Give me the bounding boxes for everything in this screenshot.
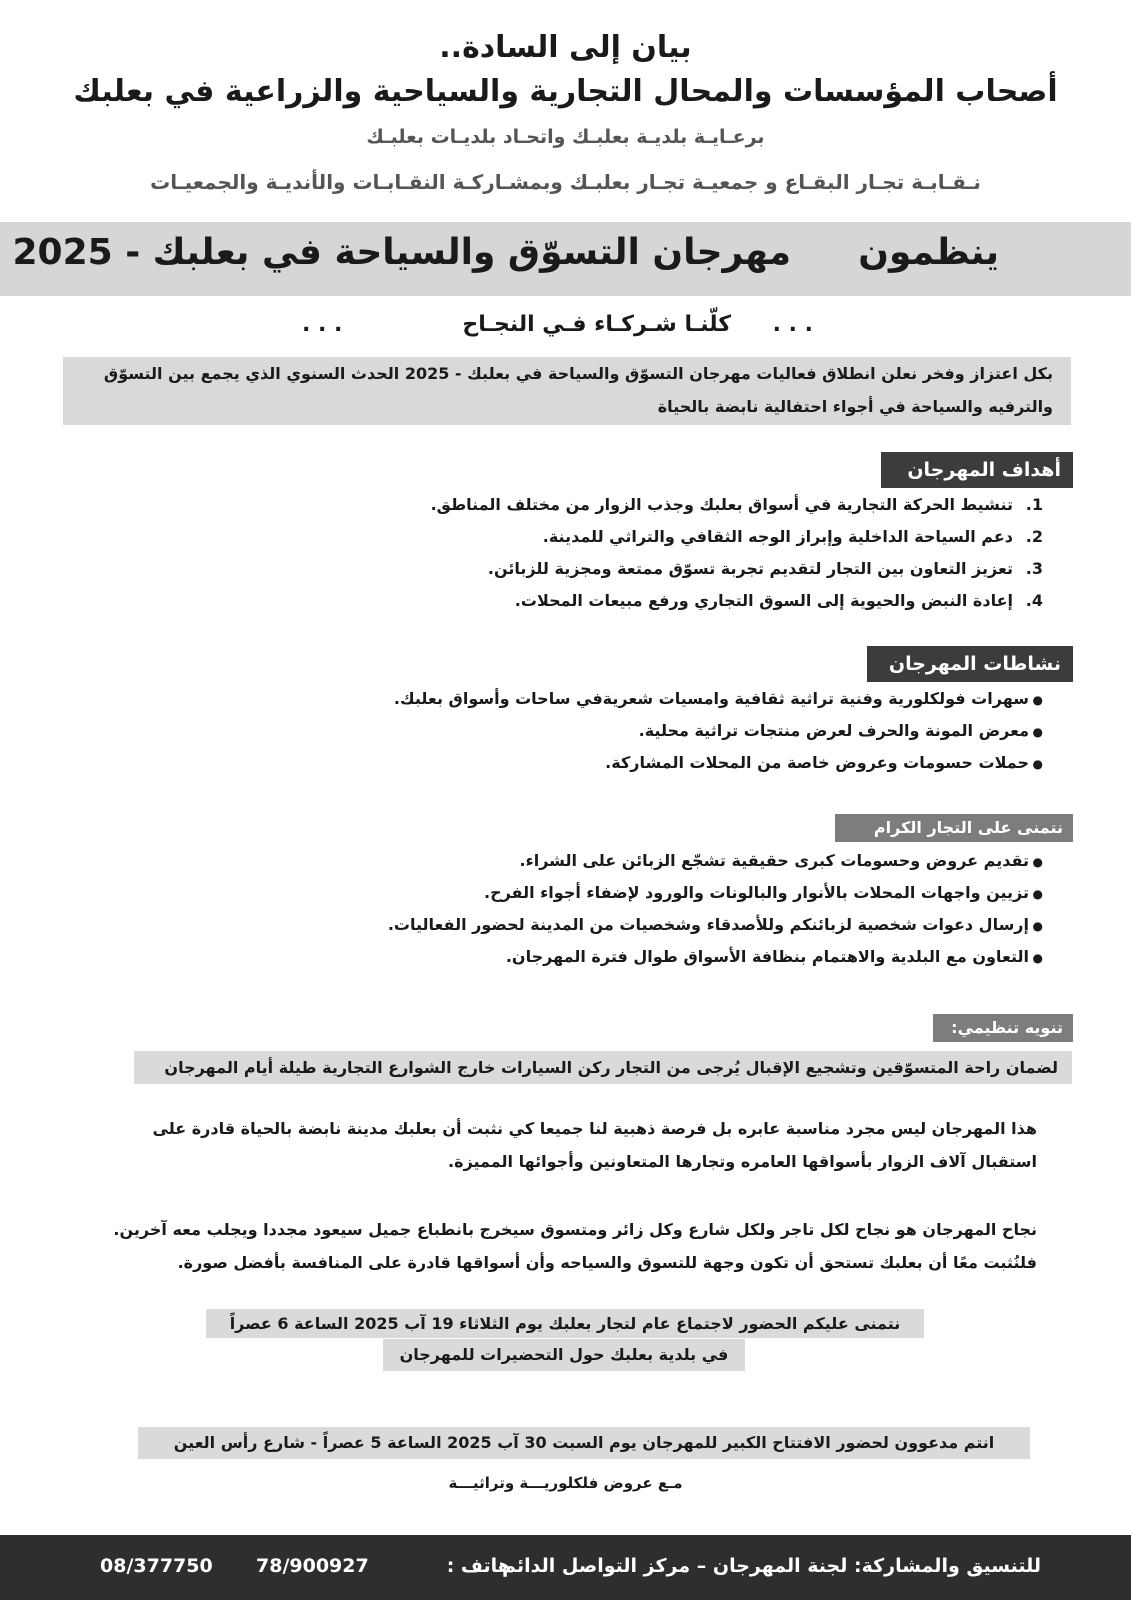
list-item: 2.دعم السياحة الداخلية وإبراز الوجه الثقافي والتراثي للمدينة. <box>542 527 1043 546</box>
footer-phone-label: هاتف : <box>446 1555 511 1577</box>
bullet-icon: ● <box>1032 855 1043 869</box>
paragraph-festival <box>37 1112 1037 1178</box>
festival-banner <box>0 222 1131 296</box>
intro-line: بكل اعتزاز وفخر نعلن انطلاق فعاليات مهرجان التسوّق والسياحة في بعلبك - 2025 الحدث السنوي الذي يجمع بين التسوّق <box>103 364 1053 383</box>
merchants-heading: نتمنى على التجار الكرام <box>835 814 1073 842</box>
meeting-line: نتمنى عليكم الحضور لاجتماع عام لتجار بعلبك يوم الثلاثاء 19 آب 2025 الساعة 6 عصراً <box>206 1309 924 1338</box>
slogan-dots-right: . . . <box>772 312 813 337</box>
patronage-line: برعـايـة بلديـة بعلبـك واتحـاد بلديـات بعلبـك <box>366 126 765 148</box>
bullet-icon: ● <box>1032 757 1043 771</box>
paragraph-success <box>37 1213 1037 1279</box>
activities-list <box>394 683 1043 779</box>
list-item: 1.تنشيط الحركة التجارية في أسواق بعلبك وجذب الزوار من مختلف المناطق. <box>430 495 1043 514</box>
intro-paragraph <box>63 357 1071 425</box>
list-item: ●سهرات فولكلورية وفنية تراثية ثقافية وامسيات شعريةفي ساحات وأسواق بعلبك. <box>394 683 1043 715</box>
paragraph-line: فلنُثبت معًا أن بعلبك تستحق أن تكون وجهة للتسوق والسياحه وأن أسواقها قادرة على المنافسة بأفضل صورة. <box>177 1253 1037 1272</box>
merchants-list <box>388 845 1043 973</box>
list-item: ●حملات حسومات وعروض خاصة من المحلات المشاركة. <box>394 747 1043 779</box>
addressee-line: أصحاب المؤسسات والمحال التجارية والسياحية والزراعية في بعلبك <box>73 74 1058 109</box>
notice-text: لضمان راحة المتسوّقين وتشجيع الإقبال يُرجى من التجار ركن السيارات خارج الشوارع التجارية طيلة أيام المهرجان <box>134 1051 1072 1084</box>
list-item: ●تقديم عروض وحسومات كبرى حقيقية تشجّع الزبائن على الشراء. <box>388 845 1043 877</box>
banner-verb: ينظمون <box>858 232 999 273</box>
paragraph-line: هذا المهرجان ليس مجرد مناسبة عابره بل فرصة ذهبية لنا جميعا كي نثبت أن بعلبك مدينة نابضة بالحياة قادرة على <box>152 1119 1037 1138</box>
opening-subline: مـع عروض فلكلوريـــة وتراثيـــة <box>448 1474 683 1492</box>
footer-contact-label: للتنسيق والمشاركة: لجنة المهرجان – مركز التواصل الدائم <box>502 1555 1041 1577</box>
contact-footer <box>0 1535 1131 1600</box>
goals-list <box>431 489 1043 617</box>
paragraph-line: استقبال آلاف الزوار بأسواقها العامره وتجارها المتعاونين وأجوائها المميزة. <box>448 1152 1037 1171</box>
meeting-location: في بلدية بعلبك حول التحضيرات للمهرجان <box>383 1339 745 1371</box>
intro-line: والترفيه والسياحة في أجواء احتفالية نابضة بالحياة <box>657 397 1053 416</box>
bullet-icon: ● <box>1032 951 1043 965</box>
bullet-icon: ● <box>1032 725 1043 739</box>
list-item: ●معرض المونة والحرف لعرض منتجات تراثية محلية. <box>394 715 1043 747</box>
notice-title: بيان إلى السادة.. <box>439 30 692 65</box>
activities-heading: نشاطات المهرجان <box>867 646 1073 682</box>
goals-heading: أهداف المهرجان <box>881 452 1073 488</box>
footer-phone-number: 08/377750 <box>100 1555 213 1577</box>
opening-invitation: انتم مدعوون لحضور الافتتاح الكبير للمهرجان يوم السبت 30 آب 2025 الساعة 5 عصراً - شارع رأس العين <box>138 1427 1030 1459</box>
paragraph-line: نجاح المهرجان هو نجاح لكل تاجر ولكل شارع وكل زائر ومتسوق سيخرج بانطباع جميل سيعود مجددا ويجلب معه آخرين. <box>113 1220 1037 1239</box>
bullet-icon: ● <box>1032 919 1043 933</box>
list-item: 3.تعزيز التعاون بين التجار لتقديم تجربة تسوّق ممتعة ومجزية للزبائن. <box>487 559 1043 578</box>
list-item: ●التعاون مع البلدية والاهتمام بنظافة الأسواق طوال فترة المهرجان. <box>388 941 1043 973</box>
banner-title: مهرجان التسوّق والسياحة في بعلبك - 2025 <box>12 232 791 273</box>
bullet-icon: ● <box>1032 887 1043 901</box>
slogan-text: كلّنـا شـركـاء فـي النجـاح <box>462 312 731 337</box>
list-item: ●إرسال دعوات شخصية لزبائنكم وللأصدقاء وشخصيات من المدينة لحضور الفعاليات. <box>388 909 1043 941</box>
bullet-icon: ● <box>1032 693 1043 707</box>
list-item: ●تزيين واجهات المحلات بالأنوار والبالونات والورود لإضفاء أجواء الفرح. <box>388 877 1043 909</box>
notice-heading: تنويه تنظيمي: <box>933 1014 1073 1042</box>
slogan-dots-left: . . . <box>302 312 343 337</box>
list-item: 4.إعادة النبض والحيوية إلى السوق التجاري ورفع مبيعات المحلات. <box>514 591 1043 610</box>
footer-phone-number: 78/900927 <box>256 1555 369 1577</box>
organizers-line: نـقـابـة تجـار البقـاع و جمعيـة تجـار بعلبـك وبمشـاركـة النقـابـات والأنديـة والجمعيـات <box>150 170 981 194</box>
